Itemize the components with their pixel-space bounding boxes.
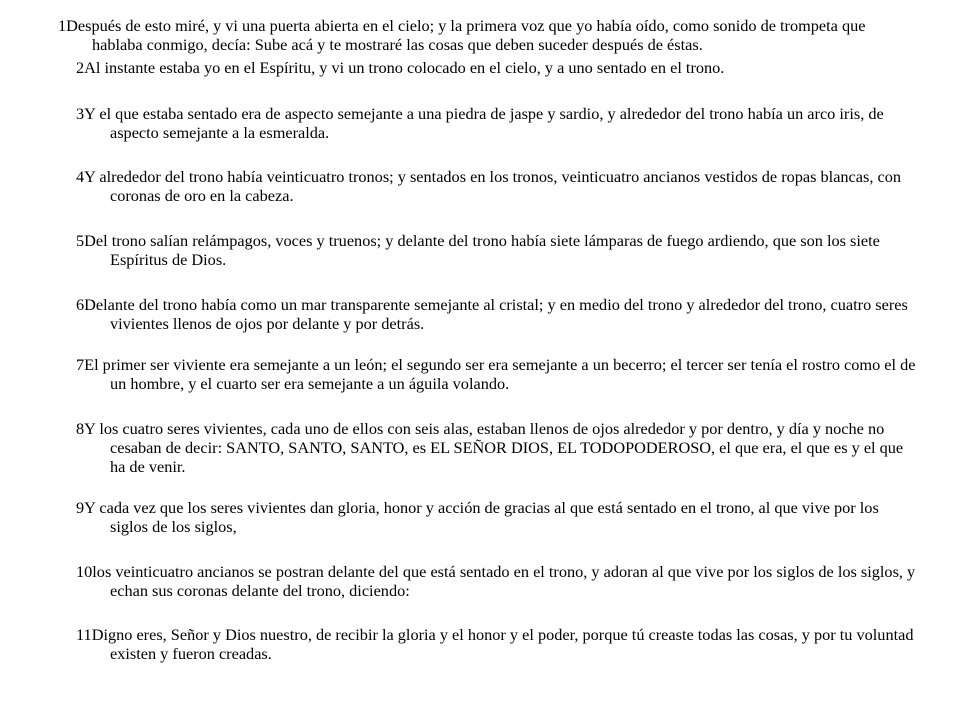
verse-2 (76, 58, 916, 77)
verse-11 (76, 625, 916, 663)
verse-4 (76, 167, 916, 205)
verse-number: 11 (76, 625, 92, 644)
verse-5 (76, 231, 916, 269)
verse-8 (76, 419, 916, 476)
verse-10 (76, 562, 916, 600)
verse-text: Del trono salían relámpagos, voces y truenos; y delante del trono había siete lámparas de fuego ardiendo, que son los siete Espíritus de Dios. (84, 231, 880, 269)
verse-7 (76, 355, 916, 393)
verse-3 (76, 104, 916, 142)
verse-number: 1 (58, 16, 67, 35)
verse-text: Después de esto miré, y vi una puerta abierta en el cielo; y la primera voz que yo había oído, como sonido de trompeta que hablaba conmigo, decía: Sube acá y te mostraré las cosas que deben suceder después de éstas. (66, 16, 866, 54)
verse-text: Delante del trono había como un mar transparente semejante al cristal; y en medio del trono y alrededor del trono, cuatro seres vivientes llenos de ojos por delante y por detrás. (84, 295, 908, 333)
verse-text: Y cada vez que los seres vivientes dan gloria, honor y acción de gracias al que está sentado en el trono, al que vive por los siglos de los siglos, (84, 498, 879, 536)
verse-1 (58, 16, 916, 54)
verse-number: 4 (76, 167, 85, 186)
verse-9 (76, 498, 916, 536)
verse-text: El primer ser viviente era semejante a un león; el segundo ser era semejante a un becerro; el tercer ser tenía el rostro como el de un hombre, y el cuarto ser era semejante a un águila volando. (84, 355, 916, 393)
verse-number: 2 (76, 58, 85, 77)
verse-text: Y los cuatro seres vivientes, cada uno de ellos con seis alas, estaban llenos de ojos alrededor y por dentro, y día y noche no cesaban de decir: SANTO, SANTO, SANTO, es EL SEÑOR DIOS, EL TODOPODEROSO, el que era, el que es y el que ha de venir. (84, 419, 904, 476)
verse-number: 8 (76, 419, 85, 438)
verse-number: 7 (76, 355, 85, 374)
verse-text: Digno eres, Señor y Dios nuestro, de recibir la gloria y el honor y el poder, porque tú creaste todas las cosas, y por tu voluntad existen y fueron creadas. (91, 625, 914, 663)
verse-text: los veinticuatro ancianos se postran delante del que está sentado en el trono, y adoran al que vive por los siglos de los siglos, y echan sus coronas delante del trono, diciendo: (92, 562, 916, 600)
verse-text: Y alrededor del trono había veinticuatro tronos; y sentados en los tronos, veinticuatro ancianos vestidos de ropas blancas, con coronas de oro en la cabeza. (84, 167, 901, 205)
verse-number: 5 (76, 231, 85, 250)
verse-number: 9 (76, 498, 85, 517)
verse-number: 10 (76, 562, 93, 581)
verse-number: 6 (76, 295, 85, 314)
verse-number: 3 (76, 104, 85, 123)
verse-6 (76, 295, 916, 333)
verse-text: Al instante estaba yo en el Espíritu, y vi un trono colocado en el cielo, y a uno sentado en el trono. (84, 58, 725, 77)
verse-text: Y el que estaba sentado era de aspecto semejante a una piedra de jaspe y sardio, y alrededor del trono había un arco iris, de aspecto semejante a la esmeralda. (84, 104, 884, 142)
